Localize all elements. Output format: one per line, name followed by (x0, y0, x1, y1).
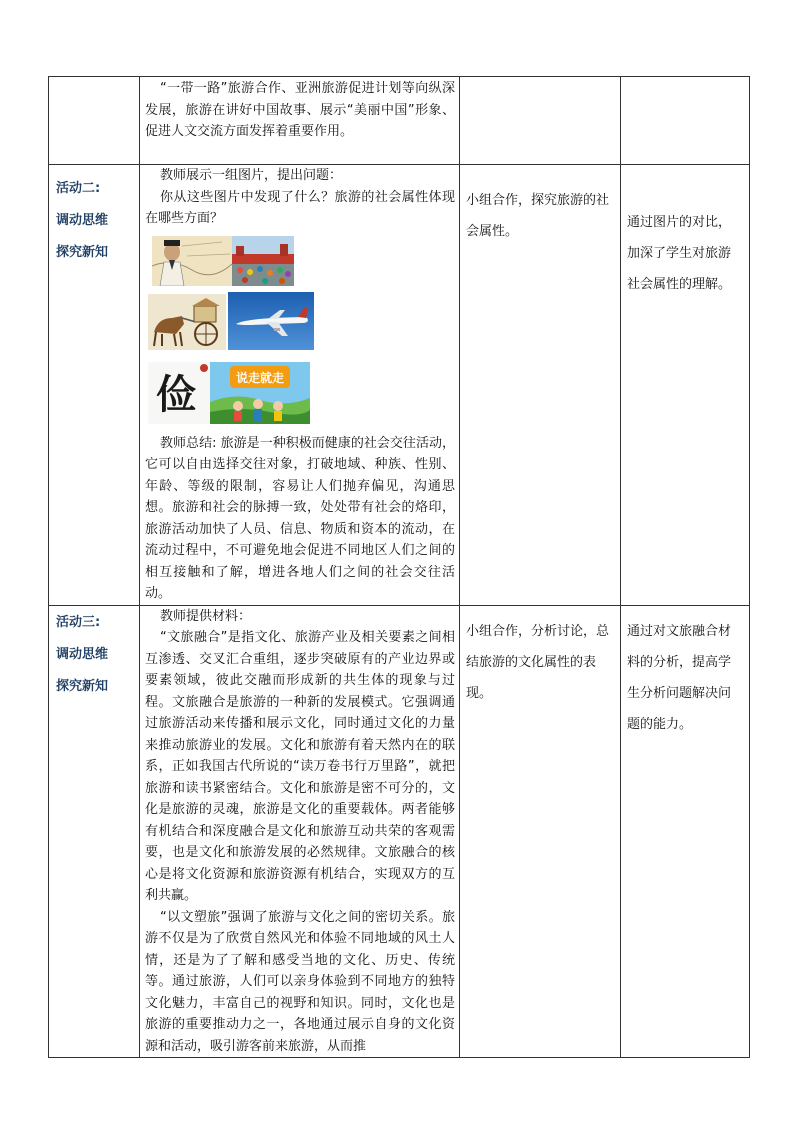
design-intent-text: 通过图片的对比，加深了学生对旅游社会属性的理解。 (627, 215, 732, 292)
table-row (49, 77, 750, 165)
intent-cell (621, 77, 750, 165)
intent-cell (621, 605, 750, 1058)
student-activity-text: 小组合作，探究旅游的社会属性。 (466, 193, 610, 239)
teacher-summary: 教师总结: 旅游是一种积极而健康的社会交往活动，它可以自由选择交往对象，打破地域、种族、性别、年龄、等级的限制，容易让人们抛弃偏见，沟通思想。旅游和社会的脉搏一致，处处带有社会的烙印，旅游活动加快了人员、信息、物质和资本的流动，在流动过程中，不可避免地会促进不同地区人们之间的相互接触和了解，增进各地人们之间的社会交往活动。 (145, 435, 455, 601)
activity-label: 活动三: (56, 614, 101, 630)
activity-label: 活动二: (56, 181, 101, 196)
content-cell (140, 77, 460, 165)
activity-label: 探究新知 (56, 678, 109, 694)
activity-cell (49, 77, 140, 165)
horse-carriage-image (148, 294, 226, 350)
teacher-intro: 教师提供材料： (160, 608, 252, 624)
travel-poster-image (210, 362, 310, 424)
tourist-crowd-image (232, 236, 294, 286)
content-paragraph: “一带一路”旅游合作、亚洲旅游促进计划等向纵深发展，旅游在讲好中国故事、展示“美丽中国”形象、促进人文交流方面发挥着重要作用。 (145, 81, 455, 139)
lesson-plan-table (48, 76, 750, 1058)
activity-label: 调动思维 (56, 213, 109, 228)
activity-cell (49, 605, 140, 1058)
student-cell (460, 605, 621, 1058)
frugality-calligraphy-image (148, 362, 210, 424)
content-cell (140, 165, 460, 606)
content-cell (140, 605, 460, 1058)
poster-title: 说走就走 (235, 370, 285, 385)
calligraphy-character: 俭 (156, 370, 196, 418)
activity-cell (49, 165, 140, 606)
material-paragraph: “以文塑旅”强调了旅游与文化之间的密切关系。旅游不仅是为了欣赏自然风光和体验不同地域的风土人情，还是为了了解和感受当地的文化、历史、传统等。通过旅游，人们可以亲身体验到不同地方的独特文化魅力，丰富自己的视野和知识。同时，文化也是旅游的重要推动力之一，各地通过展示自身的文化资源和活动，吸引游客前来旅游，从而推 (145, 909, 455, 1054)
design-intent-text: 通过对文旅融合材料的分析，提高学生分析问题解决问题的能力。 (627, 623, 732, 732)
student-cell (460, 165, 621, 606)
student-cell (460, 77, 621, 165)
ancient-traveler-image (152, 236, 232, 286)
intent-cell (621, 165, 750, 606)
student-activity-text: 小组合作，分析讨论，总结旅游的文化属性的表现。 (466, 623, 610, 701)
teacher-intro: 教师展示一组图片，提出问题： (160, 168, 343, 183)
activity-label: 调动思维 (56, 646, 109, 662)
airplane-image (228, 292, 314, 350)
activity-label: 探究新知 (56, 245, 109, 260)
material-paragraph: “文旅融合”是指文化、旅游产业及相关要素之间相互渗透、交叉汇合重组，逐步突破原有的产业边界或要素领域，彼此交融而形成新的共生体的现象与过程。文旅融合是旅游的一种新的发展模式。它强调通过旅游活动来传播和展示文化，同时通过文化的力量来推动旅游业的发展。文化和旅游有着天然内在的联系，正如我国古代所说的“读万卷书行万里路”，就把旅游和读书紧密结合。文化和旅游是密不可分的，文化是旅游的灵魂，旅游是文化的重要载体。两者能够有机结合和深度融合是文化和旅游互动共荣的客观需要，也是文化和旅游发展的必然规律。文旅融合的核心是将文化资源和旅游资源有机结合，实现双方的互利共赢。 (145, 630, 455, 903)
question-text: 你从这些图片中发现了什么？旅游的社会属性体现在哪些方面？ (145, 189, 455, 226)
table-row (49, 165, 750, 606)
table-row (49, 605, 750, 1058)
